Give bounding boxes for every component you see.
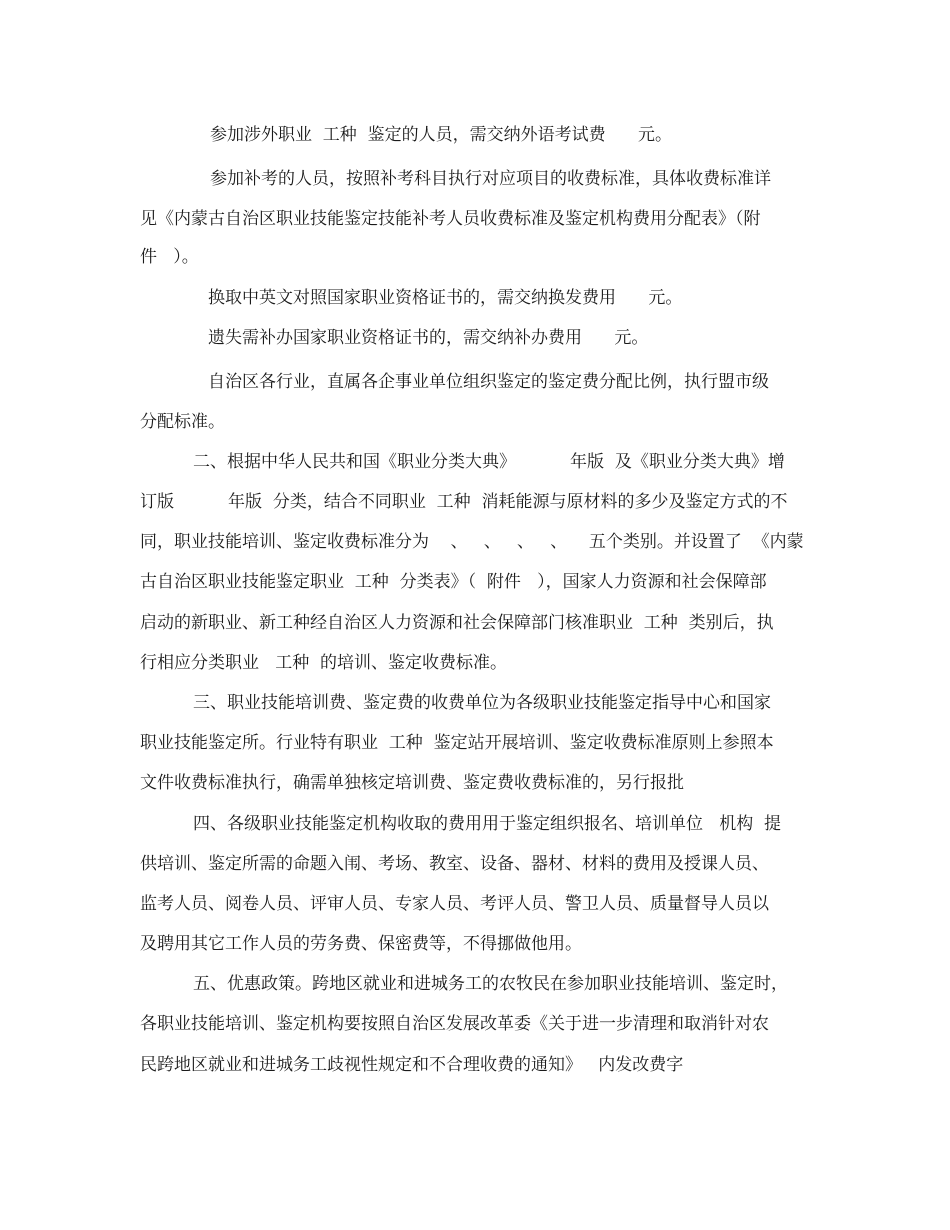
- text-line: 换取中英文对照国家职业资格证书的，需交纳换发费用 元。: [208, 288, 683, 308]
- text-line: 文件收费标准执行，确需单独核定培训费、鉴定费收费标准的，另行报批: [140, 773, 684, 793]
- text-line: 二、根据中华人民共和国《职业分类大典》 年版 及《职业分类大典》增: [193, 452, 785, 472]
- text-line: 自治区各行业，直属各企事业单位组织鉴定的鉴定费分配比例，执行盟市级: [208, 372, 769, 392]
- text-line: 同，职业技能培训、鉴定收费标准分为 、 、 、 、 五个类别。并设置了 《内蒙: [140, 532, 804, 552]
- text-line: 行相应分类职业 工种 的培训、鉴定收费标准。: [140, 653, 508, 673]
- text-line: 民跨地区就业和进城务工歧视性规定和不合理收费的通知》 内发改费字: [140, 1055, 684, 1075]
- text-line: 分配标准。: [140, 412, 225, 432]
- text-line: 古自治区职业技能鉴定职业 工种 分类表》（ 附件 ），国家人力资源和社会保障部: [140, 572, 767, 592]
- text-line: 见《内蒙古自治区职业技能鉴定技能补考人员收费标准及鉴定机构费用分配表》（附: [140, 209, 761, 229]
- text-line: 遗失需补办国家职业资格证书的，需交纳补办费用 元。: [208, 328, 649, 348]
- text-line: 三、职业技能培训费、鉴定费的收费单位为各级职业技能鉴定指导中心和国家: [193, 693, 771, 713]
- text-line: 参加涉外职业 工种 鉴定的人员，需交纳外语考试费 元。: [210, 125, 673, 145]
- text-line: 五、优惠政策。跨地区就业和进城务工的农牧民在参加职业技能培训、鉴定时，: [193, 974, 788, 994]
- text-line: 参加补考的人员，按照补考科目执行对应项目的收费标准，具体收费标准详: [210, 169, 771, 189]
- text-line: 件 ）。: [140, 247, 199, 267]
- text-line: 及聘用其它工作人员的劳务费、保密费等，不得挪做他用。: [140, 934, 582, 954]
- text-line: 四、各级职业技能鉴定机构收取的费用用于鉴定组织报名、培训单位 机构 提: [193, 814, 782, 834]
- text-line: 职业技能鉴定所。行业特有职业 工种 鉴定站开展培训、鉴定收费标准原则上参照本: [140, 733, 774, 753]
- text-line: 供培训、鉴定所需的命题入闱、考场、教室、设备、器材、材料的费用及授课人员、: [140, 854, 769, 874]
- text-line: 启动的新职业、新工种经自治区人力资源和社会保障部门核准职业 工种 类别后，执: [140, 613, 774, 633]
- text-line: 监考人员、阅卷人员、评审人员、专家人员、考评人员、警卫人员、质量督导人员以: [140, 894, 769, 914]
- text-line: 各职业技能培训、鉴定机构要按照自治区发展改革委《关于进一步清理和取消针对农: [140, 1014, 769, 1034]
- text-line: 订版 年版 分类，结合不同职业 工种 消耗能源与原材料的多少及鉴定方式的不: [140, 492, 788, 512]
